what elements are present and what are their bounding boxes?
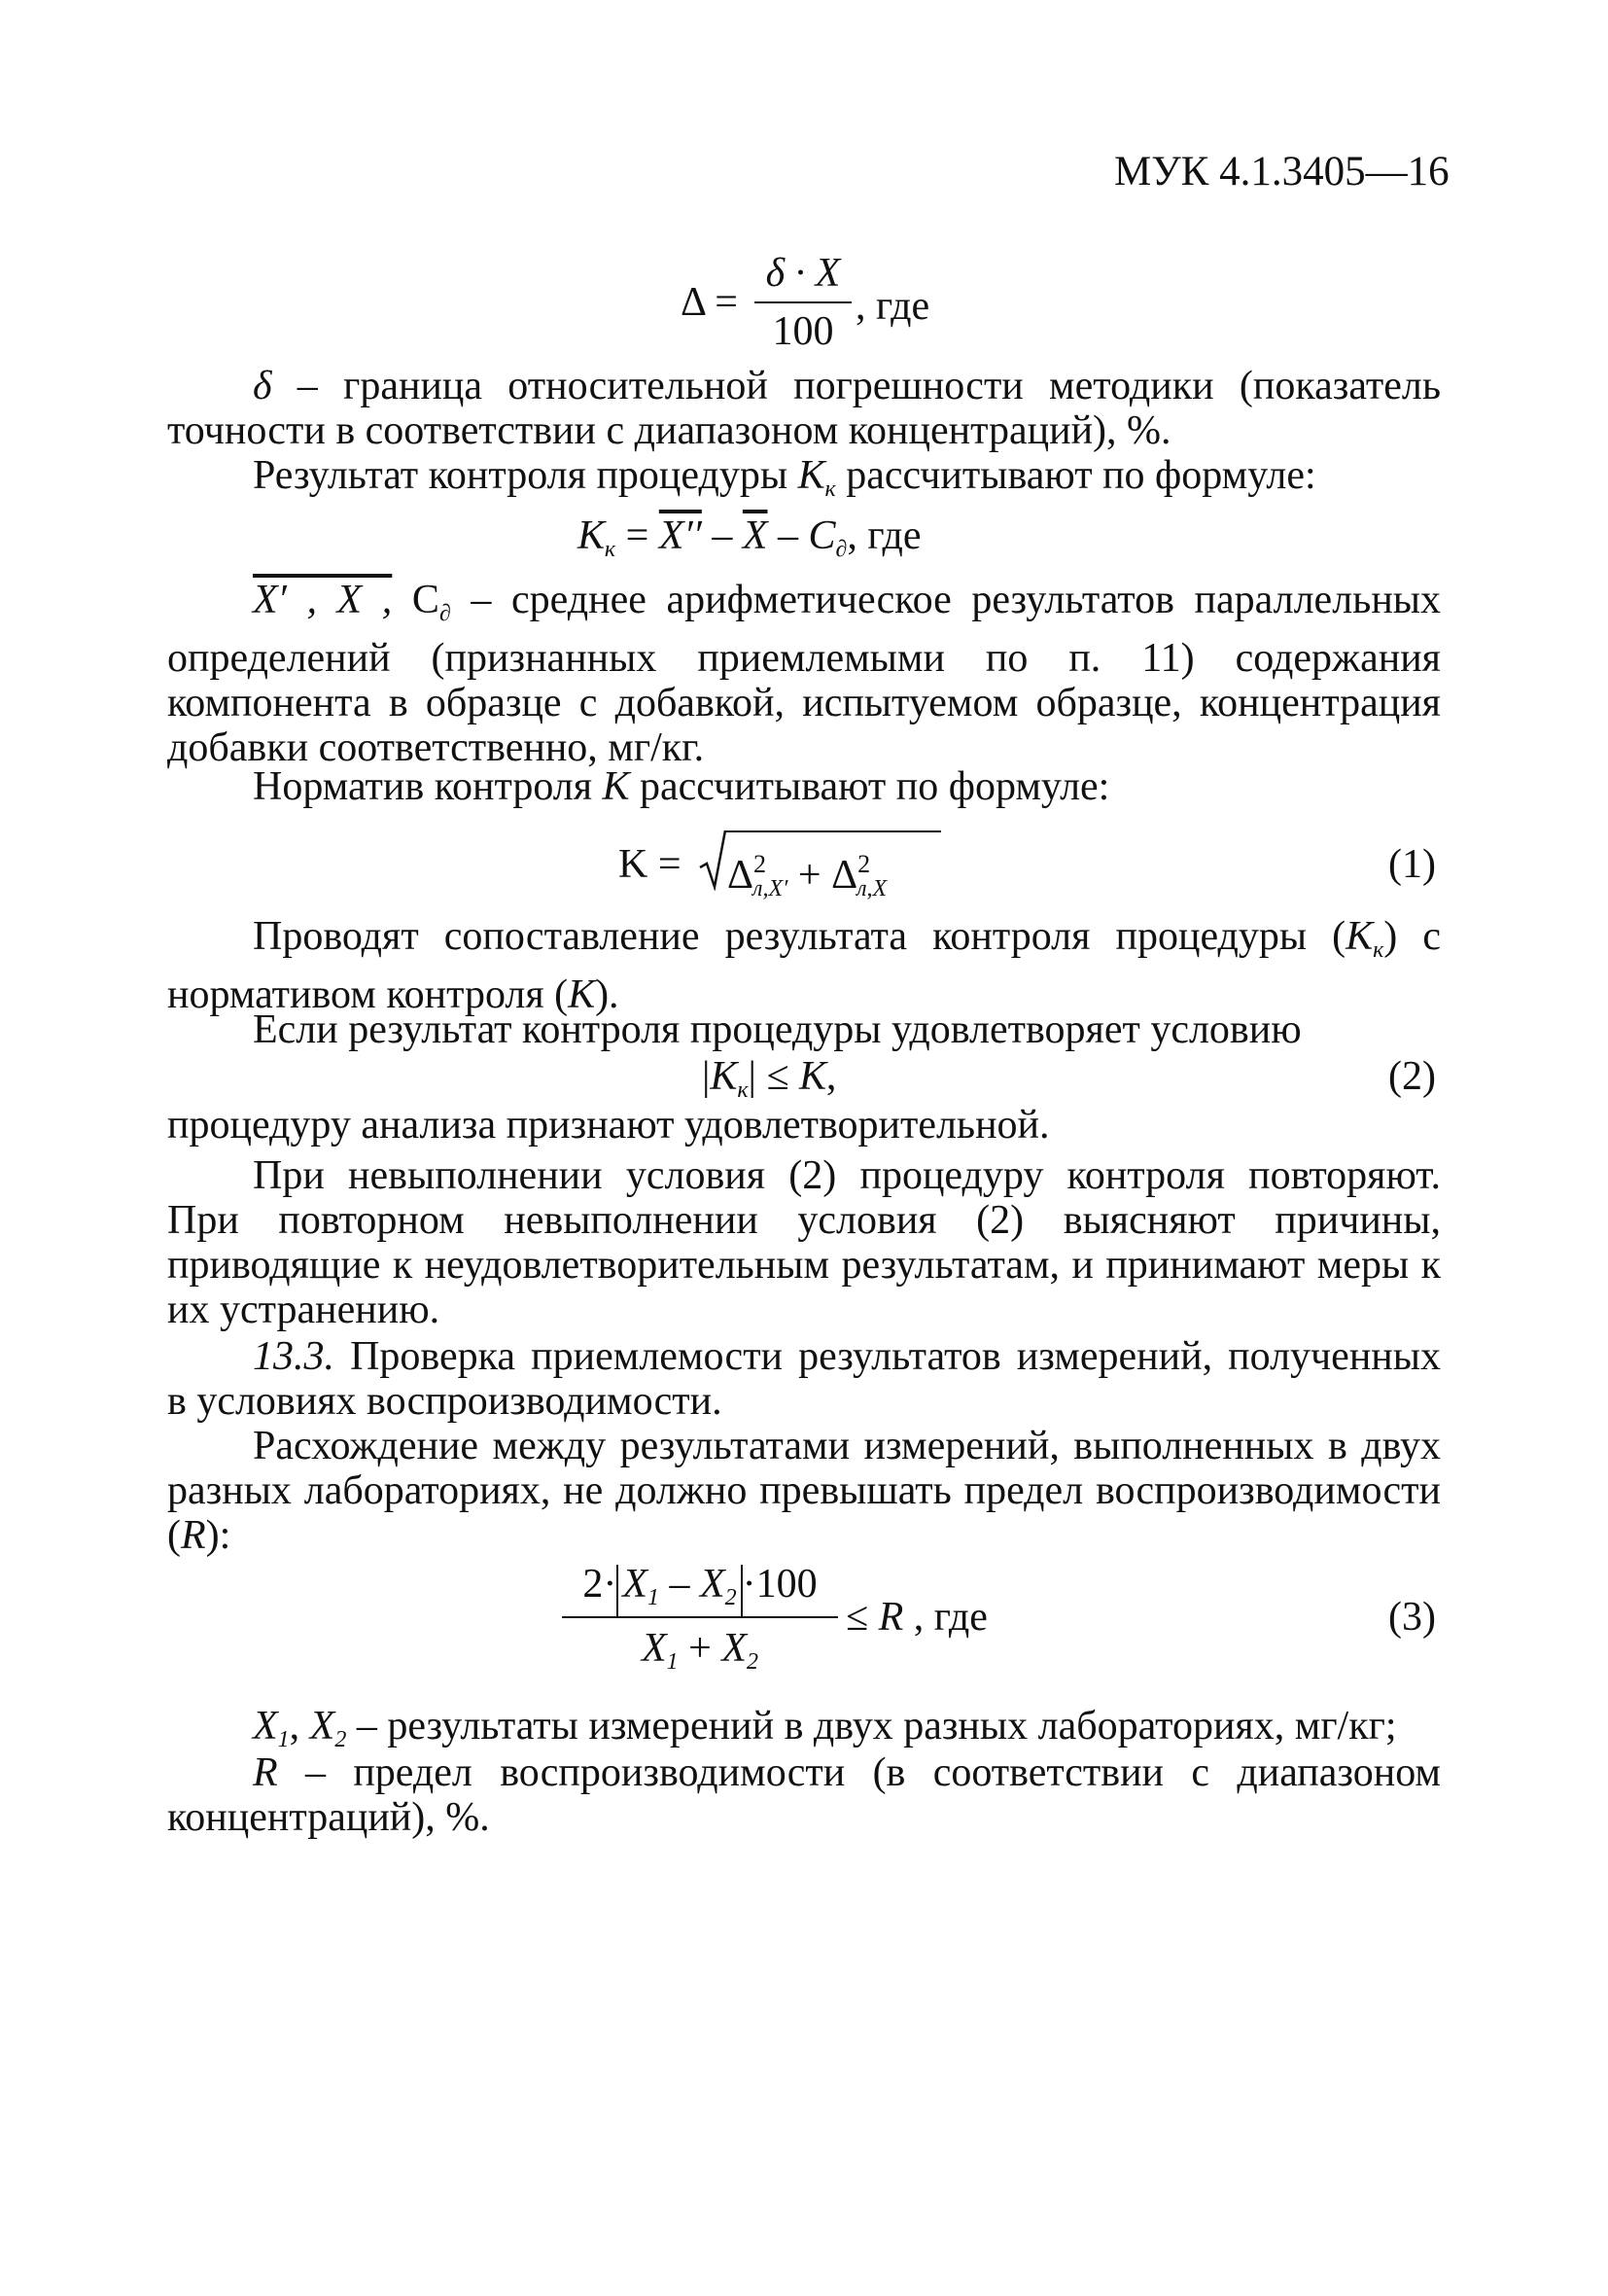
k-formula-delta2: Δ bbox=[831, 853, 858, 898]
x-separator: , bbox=[289, 1704, 310, 1748]
k-formula-delta1-sub: л,X′ bbox=[752, 876, 788, 901]
numerator-x2-sub: 2 bbox=[724, 1585, 737, 1610]
k-formula-radicand bbox=[727, 842, 887, 911]
numerator-minus: – bbox=[659, 1562, 700, 1607]
compare-mid: ) с нормативом контроля ( bbox=[167, 914, 1441, 1017]
condition-rel: ≤ bbox=[755, 1054, 800, 1099]
denominator-x1: X bbox=[642, 1626, 667, 1671]
compare-k-symbol: К bbox=[568, 972, 596, 1017]
kk-formula-minus: – bbox=[701, 513, 743, 558]
fraction-bar bbox=[562, 1616, 838, 1618]
k-intro-pre: Норматив контроля bbox=[253, 764, 603, 809]
reproducibility-r-symbol: R bbox=[878, 1595, 904, 1640]
reproducibility-denominator bbox=[562, 1626, 838, 1684]
delta-formula-numerator: δ · X bbox=[765, 251, 841, 296]
reproducibility-numerator bbox=[562, 1562, 838, 1617]
divergence-paragraph bbox=[167, 1424, 1441, 1558]
k-symbol: К bbox=[602, 764, 630, 809]
denominator-x2: X bbox=[721, 1626, 747, 1671]
numerator-x2: X bbox=[700, 1562, 725, 1607]
kk-subscript: к bbox=[824, 477, 836, 502]
compare-pre: Проводят сопоставление результата контроля процедуры ( bbox=[253, 914, 1346, 959]
compare-kk-subscript: к bbox=[1373, 937, 1384, 963]
reproducibility-fraction bbox=[562, 1562, 838, 1688]
kk-definition bbox=[167, 578, 1441, 770]
kk-formula-c-subscript: ∂ bbox=[835, 537, 848, 562]
x1-subscript: 1 bbox=[277, 1727, 290, 1752]
delta-formula-tail: , где bbox=[856, 284, 930, 329]
kk-intro-paragraph bbox=[167, 453, 1441, 512]
kk-formula-x-prime: X′′ bbox=[658, 513, 702, 558]
k-intro-post: рассчитывают по формуле: bbox=[629, 764, 1110, 809]
k-formula-plus: + bbox=[787, 853, 832, 898]
fraction-bar bbox=[754, 301, 852, 303]
sqrt-overbar bbox=[725, 830, 941, 832]
delta-formula-lhs: Δ = bbox=[681, 280, 738, 325]
equation-number-3: (3) bbox=[1388, 1595, 1436, 1640]
equation-number-1: (1) bbox=[1388, 842, 1436, 887]
r-definition bbox=[167, 1750, 1441, 1840]
compare-post: ). bbox=[595, 972, 619, 1017]
accept-paragraph: процедуру анализа признают удовлетворительной. bbox=[167, 1103, 1050, 1148]
kk-formula-tail: , где bbox=[847, 513, 922, 558]
kk-symbol: К bbox=[797, 453, 825, 498]
kk-formula-c: C bbox=[808, 513, 836, 558]
x1-symbol: X bbox=[253, 1704, 278, 1748]
numerator-x1: X bbox=[622, 1562, 647, 1607]
section-13-3-paragraph bbox=[167, 1334, 1441, 1424]
kk-intro-post: рассчитывают по формуле: bbox=[835, 453, 1316, 498]
section-number: 13.3. bbox=[253, 1334, 334, 1379]
kk-formula bbox=[577, 513, 922, 572]
kk-definition-c: C bbox=[392, 578, 439, 622]
k-intro-paragraph bbox=[167, 764, 1441, 809]
sqrt-sign-icon bbox=[698, 829, 727, 891]
delta-formula-denominator: 100 bbox=[772, 309, 834, 354]
divergence-r-symbol: R bbox=[181, 1513, 206, 1558]
k-formula-lhs: K = bbox=[618, 842, 682, 887]
k-formula-delta2-sup: 2 bbox=[857, 850, 871, 878]
fail-paragraph: При невыполнении условия (2) процедуру контроля повторяют. При повторном невыполнении условия (2) выясняют причины, приводящие к неудовлетворительным результатам, и принимают меры к их устранению. bbox=[167, 1153, 1441, 1332]
kk-formula-symbol: К bbox=[577, 513, 605, 558]
kk-formula-minus2: – bbox=[767, 513, 809, 558]
kk-definition-text: – среднее арифметическое результатов параллельных определений (признанных приемлемыми по п. 11) содержания компонента в образце с добавкой, испытуемом образце, концентрация добавки соответственно, мг/кг. bbox=[167, 578, 1442, 770]
compare-kk-symbol: К bbox=[1346, 914, 1374, 959]
denominator-plus: + bbox=[678, 1626, 722, 1671]
kk-formula-eq: = bbox=[615, 513, 659, 558]
condition-kk-symbol: К bbox=[710, 1054, 738, 1099]
delta-definition bbox=[167, 364, 1441, 453]
condition-bar-open: | bbox=[702, 1054, 711, 1099]
condition-tail: , bbox=[825, 1054, 837, 1099]
r-symbol: R bbox=[253, 1750, 278, 1795]
condition-kk-subscript: к bbox=[737, 1077, 749, 1103]
k-formula-delta1: Δ bbox=[727, 853, 754, 898]
denominator-x1-sub: 1 bbox=[666, 1649, 679, 1675]
kk-definition-c-subscript: ∂ bbox=[438, 601, 451, 626]
condition-k-symbol: К bbox=[799, 1054, 826, 1099]
delta-definition-text: – граница относительной погрешности методики (показатель точности в соответствии с диапазоном концентраций), %. bbox=[167, 364, 1441, 453]
k-formula-delta1-sup: 2 bbox=[753, 850, 767, 878]
r-definition-text: – предел воспроизводимости (в соответствии с диапазоном концентраций), %. bbox=[167, 1750, 1441, 1840]
denominator-x2-sub: 2 bbox=[747, 1649, 758, 1675]
numerator-hundred: ·100 bbox=[742, 1562, 818, 1607]
kk-definition-symbols: X′ , X , bbox=[253, 578, 393, 622]
x2-subscript: 2 bbox=[334, 1727, 347, 1752]
reproducibility-tail: , где bbox=[903, 1595, 988, 1640]
condition-intro-paragraph: Если результат контроля процедуры удовлетворяет условию bbox=[253, 1007, 1302, 1052]
document-code-header: МУК 4.1.3405—16 bbox=[1114, 149, 1450, 194]
k-formula-delta2-sub: л,X bbox=[856, 876, 888, 901]
equation-number-2: (2) bbox=[1388, 1054, 1436, 1099]
kk-formula-x: $\overline{X}$ bbox=[742, 513, 768, 558]
delta-symbol: δ bbox=[253, 364, 272, 408]
compare-paragraph bbox=[167, 914, 1441, 1017]
divergence-pre: Расхождение между результатами измерений, выполненных в двух разных лабораториях, не должно превышать предел воспроизводимости ( bbox=[167, 1424, 1441, 1558]
numerator-x1-sub: 1 bbox=[647, 1585, 659, 1610]
delta-formula-fraction bbox=[754, 251, 852, 358]
kk-intro-pre: Результат контроля процедуры bbox=[253, 453, 798, 498]
reproducibility-rel: ≤ bbox=[846, 1595, 879, 1640]
condition-bar-close: | bbox=[748, 1054, 756, 1099]
x-definition-text: – результаты измерений в двух разных лабораториях, мг/кг; bbox=[346, 1704, 1397, 1748]
kk-formula-subscript: к bbox=[604, 537, 616, 562]
divergence-post: ): bbox=[205, 1513, 231, 1558]
reproducibility-rhs bbox=[846, 1595, 988, 1640]
section-13-3-text: Проверка приемлемости результатов измерений, полученных в условиях воспроизводимости. bbox=[167, 1334, 1441, 1424]
x2-symbol: X bbox=[309, 1704, 335, 1748]
numerator-two: 2· bbox=[582, 1562, 617, 1607]
